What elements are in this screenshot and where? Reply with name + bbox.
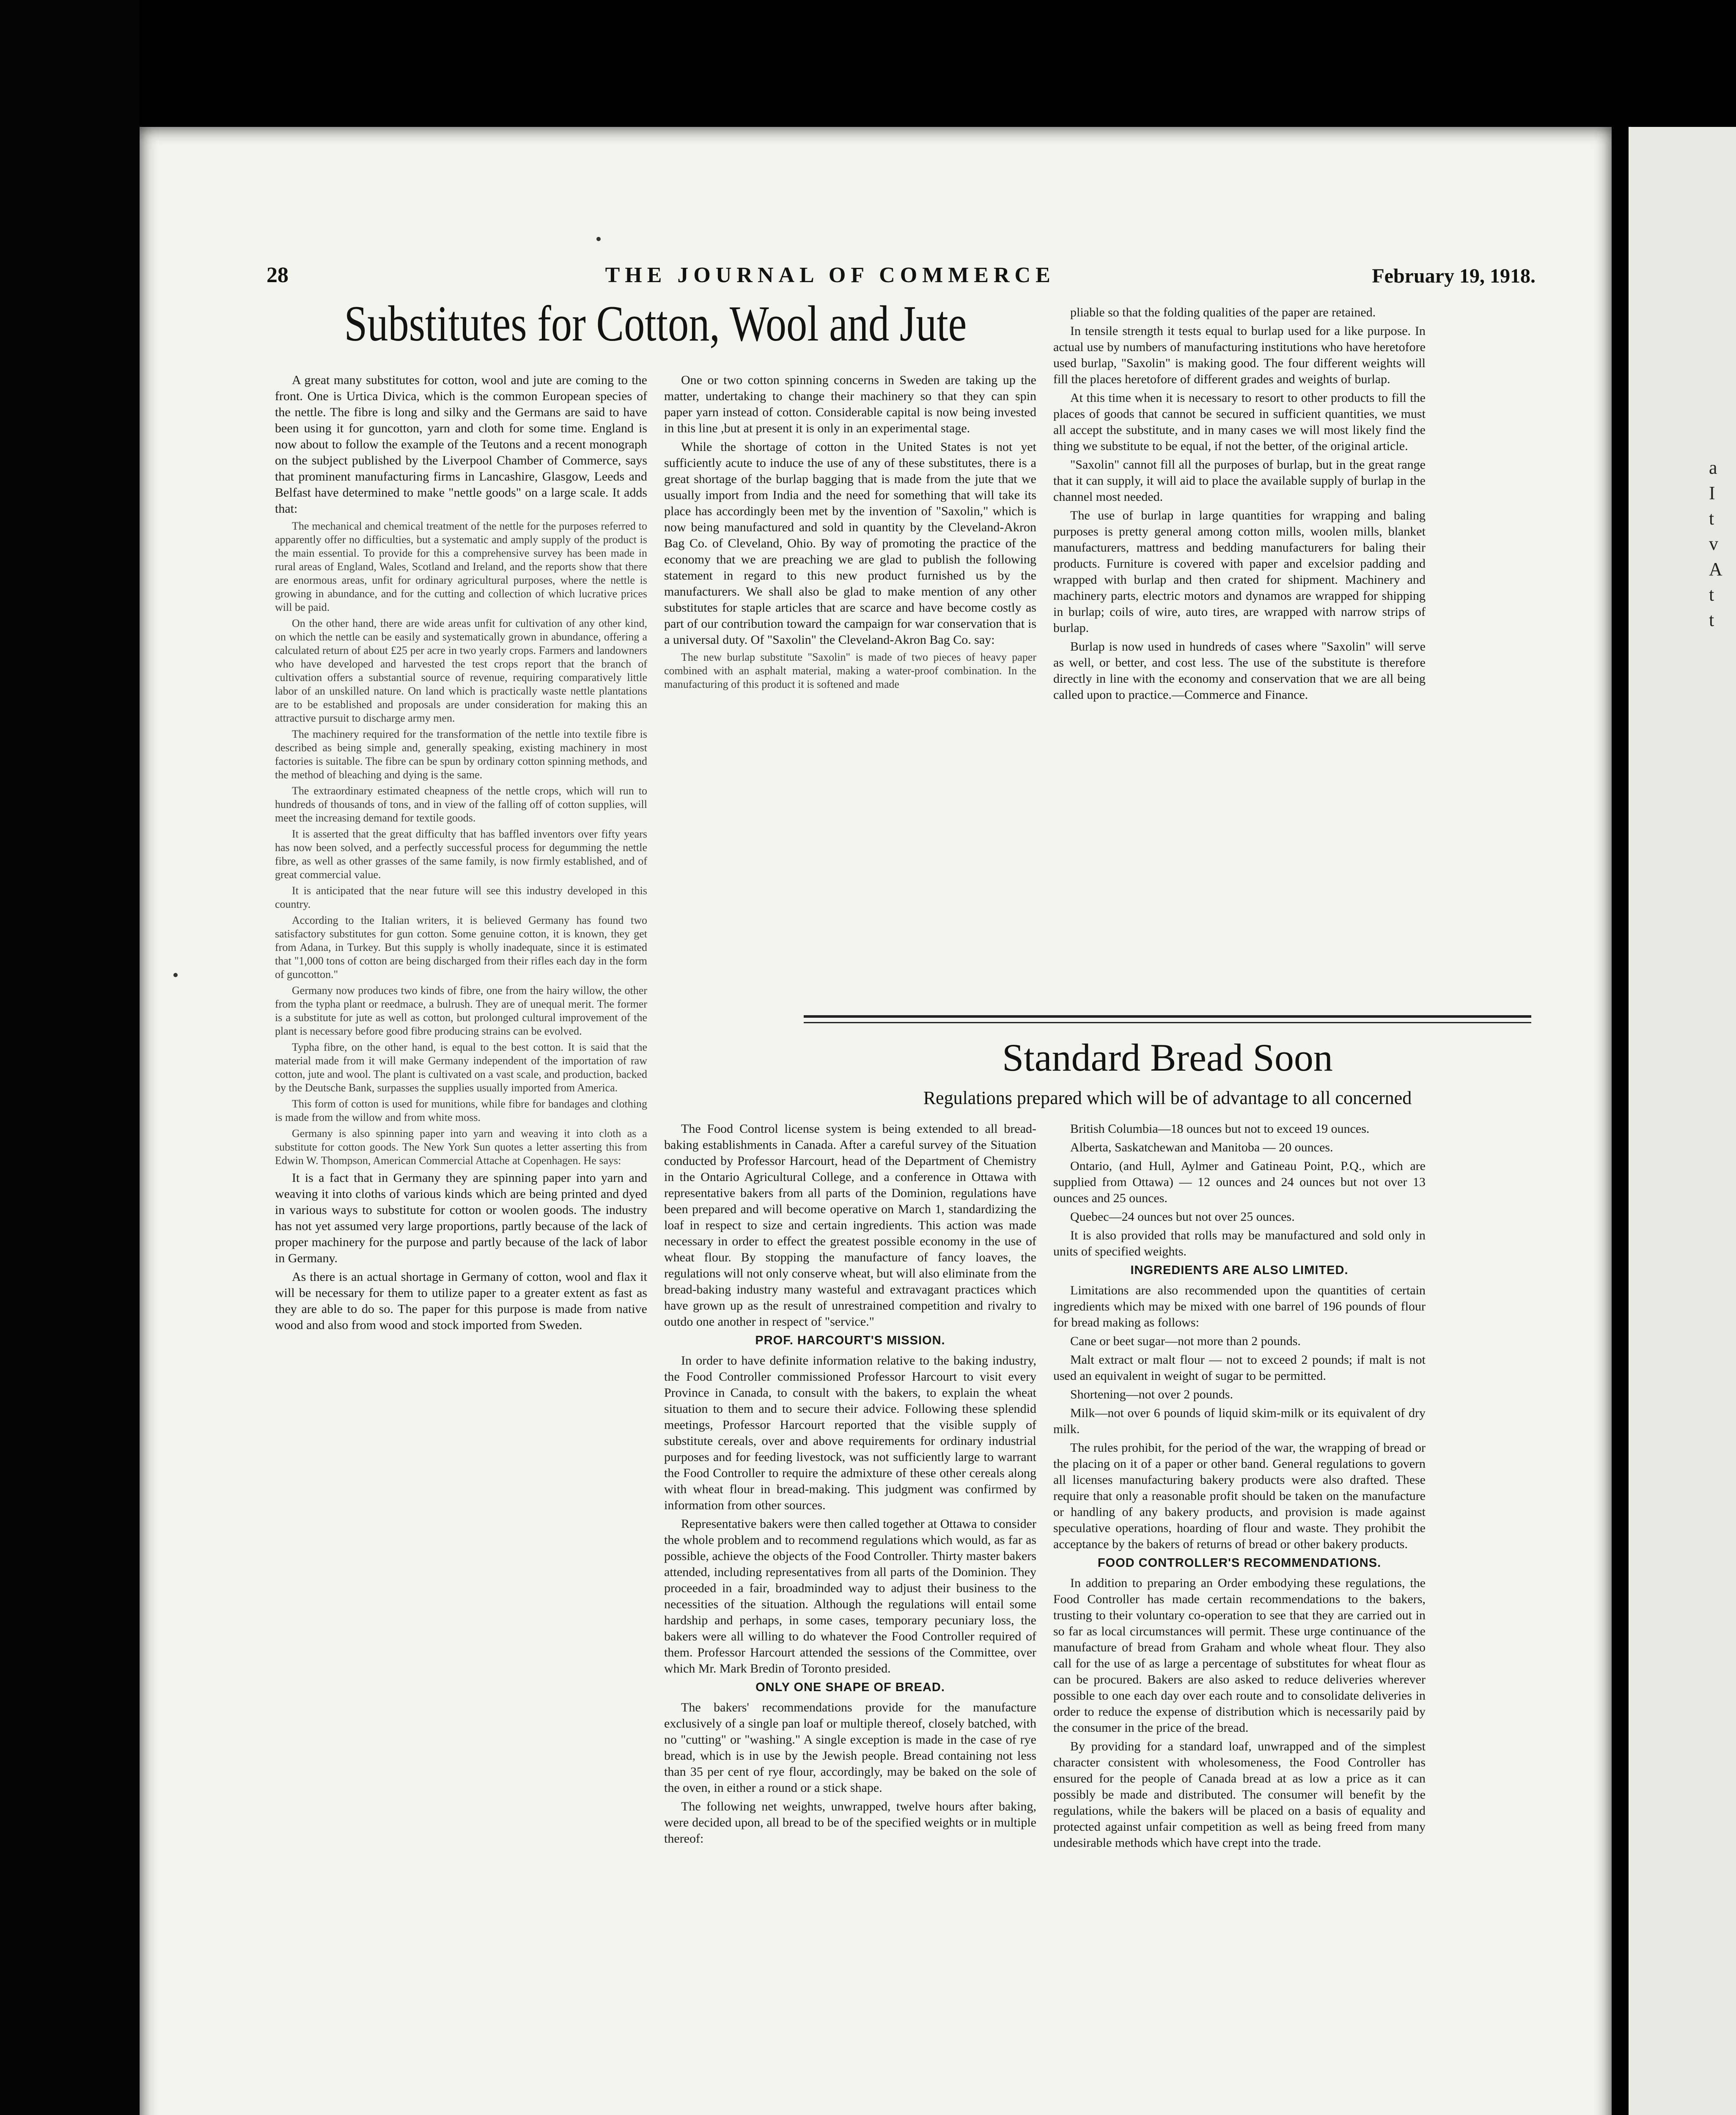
section-heading: ONLY ONE SHAPE OF BREAD. xyxy=(755,1681,945,1694)
page-number: 28 xyxy=(266,263,288,287)
paragraph: It is also provided that rolls may be manufactured and sold only in units of specified weights. xyxy=(1053,1228,1426,1258)
paragraph: According to the Italian writers, it is believed Germany has found two satisfactory substitutes for gun cotton. Some genuine cotton, it is known, they get from Adana, in Turkey. But this supply is wholly inadequate, since it is estimated that "1,000 tons of cotton are being discharged from their rifles each day in the form of guncotton." xyxy=(275,914,647,981)
paragraph: Germany now produces two kinds of fibre, one from the hairy willow, the other from the typha plant or reedmace, a bulrush. They are of unequal merit. The former is a substitute for jute as well as cotton, but prolonged cultural improvement of the plant is necessary before good fibre producing strains can be evolved. xyxy=(275,984,647,1037)
paragraph: This form of cotton is used for munitions, while fibre for bandages and clothing is made from the willow and from white moss. xyxy=(275,1098,647,1123)
article2-column-2 xyxy=(1053,1121,1426,1854)
issue-date: February 19, 1918. xyxy=(1372,265,1535,287)
fragment-letter: t xyxy=(1709,508,1714,529)
ink-speck xyxy=(173,973,178,977)
fragment-letter: v xyxy=(1709,533,1718,554)
paragraph: On the other hand, there are wide areas unfit for cultivation of any other kind, on which the nettle can be easily and systematically grown in abundance, offering a calculated return of about £25 per acre in two yearly crops. Farmers and landowners who have developed and harvested the test crops report that the branch of cultivation offers a substantial source of revenue, requiring comparatively little labor of an unskilled nature. On land which is practically waste nettle plantations are to be established and proposals are under consideration for making this an attractive pursuit to discharge army men. xyxy=(275,617,647,724)
paragraph: Shortening—not over 2 pounds. xyxy=(1070,1387,1233,1401)
paragraph: The extraordinary estimated cheapness of the nettle crops, which will run to hundreds of thousands of tons, and in view of the falling off of cotton supplies, will meet the increasing demand for textile goods. xyxy=(275,785,647,824)
paragraph: It is a fact that in Germany they are spinning paper into yarn and weaving it into cloths of various kinds which are being printed and dyed in various ways to substitute for cotton or woolen goods. The industry has not yet assumed very large proportions, partly because of the lack of proper machinery for the purpose and partly because of the lack of labor in Germany. xyxy=(275,1171,647,1265)
scan-border xyxy=(0,0,140,2115)
section-heading: INGREDIENTS ARE ALSO LIMITED. xyxy=(1130,1264,1349,1277)
paragraph: The bakers' recommendations provide for the manufacture exclusively of a single pan loaf or multiple thereof, closely batched, with no "cutting" or "washing." A single exception is made in the case of rye bread, which is in use by the Jewish people. Bread containing not less than 35 per cent of rye flour, accordingly, may be baked on the sole of the oven, in either a round or a stick shape. xyxy=(664,1700,1036,1795)
paragraph: "Saxolin" cannot fill all the purposes of burlap, but in the great range that it can supply, it will aid to place the available supply of burlap in the channel most needed. xyxy=(1053,458,1426,504)
paragraph: A great many substitutes for cotton, wool and jute are coming to the front. One is Urtica Divica, which is the common European species of the nettle. The fibre is long and silky and the Germans are said to have been using it for guncotton, yarn and cloth for some time. England is now about to follow the example of the Teutons and a recent monograph on the subject published by the Liverpool Chamber of Commerce, says that prominent manufacturing firms in Lancashire, Glasgow, Leeds and Belfast have determined to make "nettle goods" on a large scale. It adds that: xyxy=(275,373,647,516)
fragment-letter: A xyxy=(1709,559,1722,580)
paragraph: Germany is also spinning paper into yarn and weaving it into cloth as a substitute for cotton goods. The New York Sun quotes a letter asserting this from Edwin W. Thompson, American Commercial Attache at Copenhagen. He says: xyxy=(275,1127,647,1167)
paragraph: As there is an actual shortage in Germany of cotton, wool and flax it will be necessary for them to utilize paper to a greater extent as fast as they are able to do so. The paper for this purpose is made from native wood and also from wood and stock imported from Sweden. xyxy=(275,1270,647,1332)
paragraph: It is anticipated that the near future will see this industry developed in this country. xyxy=(275,884,647,910)
paragraph: At this time when it is necessary to resort to other products to fill the places of goods that cannot be secured in sufficient quantities, we must all accept the substitute, and in many cases we will most likely find the thing we substitute to be equal, if not the better, of the original article. xyxy=(1053,391,1426,453)
section-heading: PROF. HARCOURT'S MISSION. xyxy=(755,1334,945,1347)
paragraph: The following net weights, unwrapped, twelve hours after baking, were decided upon, all bread to be of the specified weights or in multiple thereof: xyxy=(664,1799,1036,1846)
paragraph: pliable so that the folding qualities of the paper are retained. xyxy=(1070,305,1376,319)
fragment-letter: t xyxy=(1709,584,1714,605)
page-header xyxy=(266,254,1535,288)
paragraph: One or two cotton spinning concerns in Sweden are taking up the matter, undertaking to change their machinery so that they can spin paper yarn instead of cotton. Considerable capital is now being invested in this line ,but at present it is only in an experimental stage. xyxy=(664,373,1036,435)
paragraph: Milk—not over 6 pounds of liquid skim-milk or its equivalent of dry milk. xyxy=(1053,1406,1426,1436)
fragment-letter: a xyxy=(1709,457,1717,478)
paragraph: Cane or beet sugar—not more than 2 pounds. xyxy=(1070,1334,1301,1348)
article-divider xyxy=(804,1015,1531,1023)
page-gutter xyxy=(1612,127,1629,2115)
paragraph: By providing for a standard loaf, unwrapped and of the simplest character consistent with wholesomeness, the Food Controller has ensured for the people of Canada bread at as low a price as it can possibly be made and distributed. The consumer will benefit by the regulations, while the bakers will be placed on a basis of equality and protected against unfair competition as well as being freed from many undesirable methods which have crept into the trade. xyxy=(1053,1739,1426,1850)
article-title-substitutes: Substitutes for Cotton, Wool and Jute xyxy=(344,295,967,352)
paragraph: The machinery required for the transformation of the nettle into textile fibre is described as being simple and, generally speaking, existing machinery in most factories is suitable. The fibre can be spun by ordinary cotton spinning methods, and the method of bleaching and dying is the same. xyxy=(275,728,647,781)
paragraph: British Columbia—18 ounces but not to exceed 19 ounces. xyxy=(1070,1122,1370,1136)
paragraph: Representative bakers were then called together at Ottawa to consider the whole problem and to recommend regulations which would, as far as possible, achieve the objects of the Food Controller. Thirty master bakers attended, including representatives from all parts of the Dominion. They proceeded in a fair, broadminded way to adjust their business to the necessities of the situation. Although the regulations will entail some hardship and perhaps, in some cases, temporary pecuniary loss, the bakers were all willing to do whatever the Food Controller required of them. Professor Harcourt attended the sessions of the Committee, over which Mr. Mark Bredin of Toronto presided. xyxy=(664,1517,1036,1676)
paragraph: While the shortage of cotton in the United States is not yet sufficiently acute to induce the use of any of these substitutes, there is a great shortage of the burlap bagging that is made from the jute that we usually import from India and the need for something that will take its place has accordingly been met by the invention of "Saxolin," which is now being manufactured and sold in quantity by the Cleveland-Akron Bag Co. of Cleveland, Ohio. By way of promoting the practice of the economy that we are preaching we are glad to publish the following statement in regard to this new product furnished us by the manufacturers. We shall also be glad to make mention of any other substitutes for staple articles that are scarce and have become costly as part of our contribution toward the campaign for war conservation that is a universal duty. Of "Saxolin" the Cleveland-Akron Bag Co. say: xyxy=(664,440,1036,647)
paragraph: In order to have definite information relative to the baking industry, the Food Controller commissioned Professor Harcourt to visit every Province in Canada, to consult with the bakers, to explain the wheat situation to them and to secure their advice. Following these splendid meetings, Professor Harcourt reported that the visible supply of substitute cereals, over and above requirements for ordinary industrial purposes and for feeding livestock, was not sufficiently large to warrant the Food Controller to require the admixture of these other cereals along with wheat flour in bread-making. This judgment was confirmed by information from other sources. xyxy=(664,1354,1036,1512)
article1-column-3 xyxy=(1053,305,1426,706)
paragraph: The Food Control license system is being extended to all bread-baking establishments in Canada. After a careful survey of the Situation conducted by Professor Harcourt, head of the Department of Chemistry in the Ontario Agricultural College, and a conference in Ottawa with representative bakers from all parts of the Dominion, regulations have been prepared and will become operative on March 1, standardizing the loaf in respect to size and certain ingredients. This action was made necessary in order to effect the greatest possible economy in the use of wheat flour. By stopping the manufacture of fancy loaves, the regulations will not only conserve wheat, but will also eliminate from the bread-baking industry many wasteful and extravagant practices which have grown up as the result of unrestrained competition and rivalry to outdo one another in respect of "service." xyxy=(664,1122,1036,1329)
paragraph: Ontario, (and Hull, Aylmer and Gatineau Point, P.Q., which are supplied from Ottawa) — 12 ounces and 24 ounces but not over 13 ounces and 25 ounces. xyxy=(1053,1159,1426,1205)
fragment-letter: t xyxy=(1709,610,1714,630)
article2-column-1 xyxy=(664,1121,1036,1849)
publication-name: THE JOURNAL OF COMMERCE xyxy=(605,263,1055,287)
paragraph: The new burlap substitute "Saxolin" is made of two pieces of heavy paper combined with an asphalt material, making a water-proof combination. In the manufacturing of this product it is softened and made xyxy=(664,651,1036,690)
fragment-letter: I xyxy=(1709,483,1715,503)
article-subtitle-bread: Regulations prepared which will be of advantage to all concerned xyxy=(923,1088,1412,1108)
ink-speck xyxy=(596,237,601,241)
article1-column-1 xyxy=(275,372,647,1336)
paragraph: In addition to preparing an Order embodying these regulations, the Food Controller has made certain recommendations to the bakers, trusting to their voluntary co-operation to see that they are carried out in so far as local circumstances will permit. These urge continuance of the manufacture of bread from Graham and whole wheat flour. They also call for the use of as large a percentage of substitutes for wheat flour as can be procured. Bakers are also asked to reduce deliveries wherever possible to one each day over each route and to consolidate deliveries in order to reduce the expense of distribution which is necessarily paid by the consumer in the price of the bread. xyxy=(1053,1576,1426,1735)
article-title-bread: Standard Bread Soon xyxy=(1002,1036,1333,1079)
paragraph: Alberta, Saskatchewan and Manitoba — 20 ounces. xyxy=(1070,1140,1333,1154)
paragraph: Malt extract or malt flour — not to exceed 2 pounds; if malt is not used an equivalent in weight of sugar to be permitted. xyxy=(1053,1353,1426,1383)
paragraph: The use of burlap in large quantities for wrapping and baling purposes is pretty general among cotton mills, woolen mills, blanket manufacturers, mattress and bedding manufacturers for baling their products. Furniture is covered with paper and excelsior padding and wrapped with burlap and then crated for shipment. Machinery and machinery parts, electric motors and dynamos are wrapped for shipping in burlap; coils of wire, auto tires, are wrapped with narrow strips of burlap. xyxy=(1053,508,1426,635)
paragraph: Quebec—24 ounces but not over 25 ounces. xyxy=(1070,1210,1295,1224)
newspaper-page xyxy=(140,127,1612,2115)
adjacent-page-edge xyxy=(1612,127,1736,2115)
paragraph: The mechanical and chemical treatment of the nettle for the purposes referred to apparently offer no difficulties, but a systematic and amply supply of the product is the main essential. To provide for this a comprehensive survey has been made in rural areas of England, Wales, Scotland and Ireland, and the reports show that there are enormous areas, unfit for ordinary agricultural purposes, where the nettle is growing in abundance, and for the cutting and collection of which lucrative prices will be paid. xyxy=(275,520,647,613)
paragraph: In tensile strength it tests equal to burlap used for a like purpose. In actual use by numbers of manufacturing institutions who have heretofore used burlap, "Saxolin" is making good. The four different weights will fill the places heretofore of different grades and weights of burlap. xyxy=(1053,324,1426,386)
section-heading: FOOD CONTROLLER'S RECOMMENDATIONS. xyxy=(1097,1556,1382,1570)
paragraph: Limitations are also recommended upon the quantities of certain ingredients which may be mixed with one barrel of 196 pounds of flour for bread making as follows: xyxy=(1053,1283,1426,1329)
paragraph: The rules prohibit, for the period of the war, the wrapping of bread or the placing on it of a paper or other band. General regulations to govern all licenses manufacturing bakery products were also drafted. These require that only a reasonable profit should be taken on the manufacture or handling of any bakery products, and provision is made against speculative operations, hoarding of flour and waste. They prohibit the acceptance by the bakers of returns of bread or other bakery products. xyxy=(1053,1441,1426,1551)
paragraph: Typha fibre, on the other hand, is equal to the best cotton. It is said that the material made from it will make Germany independent of the importation of raw cotton, jute and wool. The plant is cultivated on a vast scale, and production, backed by the Deutsche Bank, surpasses the supplies usually imported from America. xyxy=(275,1041,647,1094)
article1-column-2 xyxy=(664,372,1036,694)
paragraph: Burlap is now used in hundreds of cases where "Saxolin" will serve as well, or better, and cost less. The use of the substitute is therefore directly in line with the economy and conservation that we are all being called upon to practice.—Commerce and Finance. xyxy=(1053,640,1426,702)
paragraph: It is asserted that the great difficulty that has baffled inventors over fifty years has now been solved, and a perfectly successful process for degumming the nettle fibre, as well as other grasses of the same family, is now firmly established, and of great commercial value. xyxy=(275,828,647,881)
